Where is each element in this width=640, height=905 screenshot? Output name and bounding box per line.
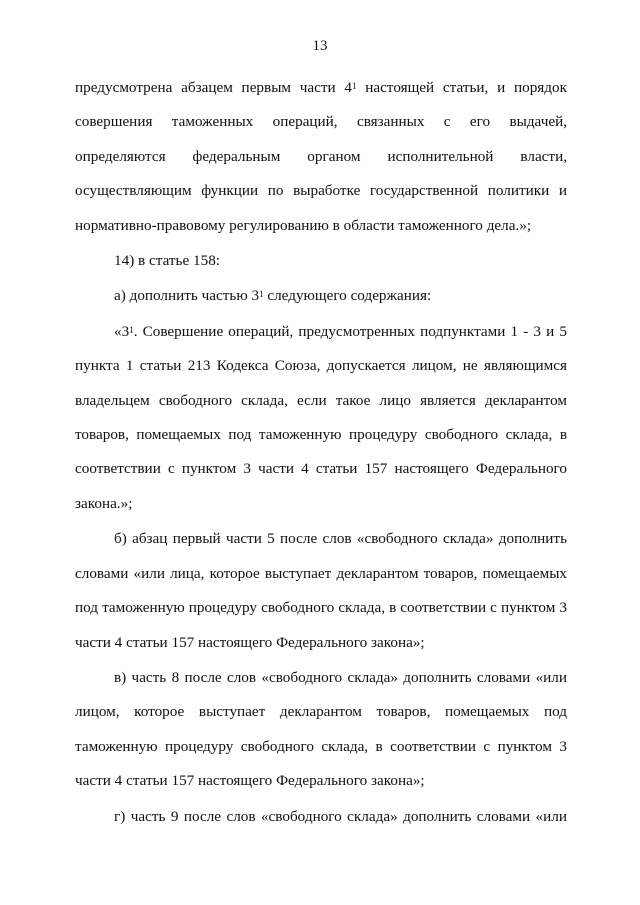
paragraph-text: «3 xyxy=(114,322,130,340)
paragraph-text: а) дополнить частью 3 xyxy=(114,287,260,305)
paragraph-item-14 xyxy=(75,244,567,278)
paragraph-text: настоящей статьи, и порядок совершения таможенных операций, связанных с его выдачей, определяются федеральным органом исполнительной власти, осуществляющим функции по выработке государственной политики и нормативно-правовому регулированию в области таможенного дела.»; xyxy=(75,79,567,234)
paragraph-text: в) часть 8 после слов «свободного склада» дополнить словами «или лицом, которое выступает декларантом товаров, помещаемых под таможенную процедуру свободного склада, в соответствии с пунктом 3 части 4 статьи 157 настоящего Федерального закона»; xyxy=(75,668,567,790)
paragraph-text: 14) в статье 158: xyxy=(114,252,221,270)
paragraph-text: б) абзац первый части 5 после слов «свободного склада» дополнить словами «или лица, которое выступает декларантом товаров, помещаемых под таможенную процедуру свободного склада, в соответствии с пунктом 3 части 4 статьи 157 настоящего Федерального закона»; xyxy=(75,530,567,651)
paragraph-subitem-b xyxy=(75,522,567,660)
superscript: 1 xyxy=(352,81,357,91)
document-body xyxy=(75,71,567,834)
superscript: 1 xyxy=(129,324,134,335)
superscript: 1 xyxy=(259,289,264,300)
paragraph-continuation xyxy=(75,71,567,243)
paragraph-subitem-a xyxy=(75,279,567,313)
paragraph-text: . Совершение операций, предусмотренных подпунктами 1 - 3 и 5 пункта 1 статьи 213 Кодекса Союза, допускается лицом, не являющимся владельцем свободного склада, если такое лицо является декларантом товаров, помещаемых под таможенную процедуру свободного склада, в соответствии с пунктом 3 части 4 статьи 157 настоящего Федерального закона.»; xyxy=(75,322,567,512)
paragraph-text: следующего содержания: xyxy=(263,287,432,305)
page-number: 13 xyxy=(312,38,328,54)
paragraph-text: предусмотрена абзацем первым части 4 xyxy=(75,79,353,96)
paragraph-text: г) часть 9 после слов «свободного склада» дополнить словами «или xyxy=(114,807,567,825)
paragraph-subitem-g xyxy=(75,800,567,834)
paragraph-quoted-part xyxy=(75,315,567,521)
paragraph-subitem-v xyxy=(75,661,567,799)
